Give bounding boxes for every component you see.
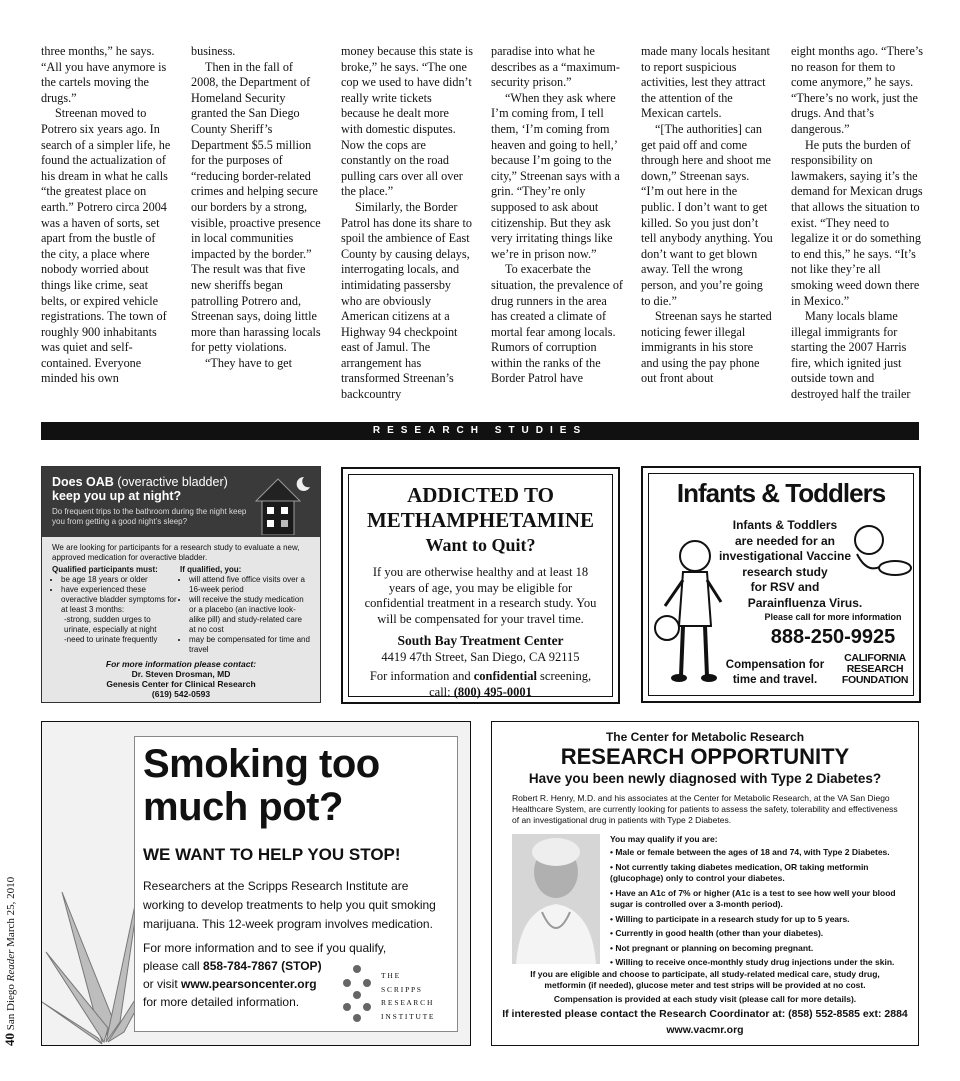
pot-title-2: much pot? (143, 785, 343, 829)
dia-item: Not pregnant or planning on becoming pregnant. (615, 942, 814, 953)
dia-may: You may qualify if you are: (610, 834, 718, 844)
logo-line: T H E (381, 971, 400, 980)
meth-info-c: screening, (540, 669, 592, 683)
scripps-logo-text (381, 969, 434, 1023)
infants-text (705, 518, 865, 611)
paragraph: To exacerbate the situation, the prevalence of drug runners in the area has created a climate of mortal fear among locals. Rumors of corruption within the ranks of the Border Patrol have (491, 262, 623, 386)
oab-headline (52, 475, 252, 503)
dia-headline: RESEARCH OPPORTUNITY (560, 744, 850, 769)
patient-photo (512, 834, 600, 964)
oab-contact (42, 659, 320, 699)
oab-qual-list (180, 565, 310, 655)
pot-content (134, 736, 458, 1032)
oab-contact-org: Genesis Center for Clinical Research (106, 679, 256, 689)
meth-frame (348, 474, 613, 697)
dia-items (610, 847, 910, 969)
diabetes-ad (491, 721, 919, 1046)
list-item: • Willing to receive once-monthly study drug injections under the skin. (610, 957, 895, 967)
infants-line: investigational Vaccine (718, 549, 852, 563)
paragraph: Many locals blame illegal immigrants for starting the 2007 Harris fire, which ignited just outside town and destroyed half the trailer (791, 309, 911, 402)
paragraph: eight months ago. “There’s no reason for them to come anymore,” he says. “There’s no work, just the drugs. And that’s dangerous.” (791, 44, 923, 136)
logo-line: I N S T I T U T E (381, 1011, 434, 1021)
pot-ad (41, 721, 471, 1046)
pot-more-line: or visit (143, 977, 178, 991)
house-moon-icon (250, 471, 316, 535)
list-item: • Not currently taking diabetes medication, OR taking metformin (glucophage) only to control your diabetes. (610, 861, 869, 883)
folio-pub-a: San Diego (5, 984, 17, 1031)
infants-comp (719, 658, 831, 688)
paragraph: Similarly, the Border Patrol has done its share to spoil the ambience of East County by causing delays, interrogating locals, and intimidating passersby who are obviously American citizens at a Highway 94 checkpoint east of Jamul. The arrangement has transformed Streenan’s backcountry (341, 199, 472, 402)
pot-title (143, 743, 380, 829)
infants-line: research study (742, 564, 828, 579)
oab-must-title: Qualified participants must: (52, 565, 158, 574)
dia-contact: If interested please contact the Research Coordinator at: (858) 552-8585 ext: 2884 (502, 1008, 908, 1020)
infants-frame (648, 473, 914, 696)
infants-ad (641, 466, 921, 703)
article-column-4 (491, 44, 623, 387)
meth-info-a: For information and (369, 669, 471, 683)
paragraph: Then in the fall of 2008, the Department of Homeland Security granted the San Diego County Sheriff’s Department $5.5 million for the purposes of “reducing border-related crimes and helping secure our borders by a strong, visible, proactive presence in local communities impacted by the border.” The result was that five new sheriffs began patrolling Potrero and, Streenan says, doing little more than harassing locals for petty violations. (191, 59, 321, 355)
pot-url: www.pearsoncenter.org (181, 977, 317, 991)
list-item: • Not pregnant or planning on becoming pregnant. (610, 942, 814, 953)
dia-item: Have an A1c of 7% or higher (A1c is a test to see how well your blood sugar is controlled over a 3-month period). (610, 887, 896, 909)
meth-title-3: Want to Quit? (425, 535, 536, 555)
dia-url: www.vacmr.org (666, 1024, 744, 1036)
infants-phone: 888-250-9925 (770, 626, 896, 648)
pot-more-line: for more detailed information. (143, 995, 300, 1009)
meth-ad (341, 467, 620, 704)
infants-line: for RSV and (750, 580, 820, 594)
list-item: -strong, sudden urges to urinate, especially at night (64, 615, 157, 634)
dia-intro: Robert R. Henry, M.D. and his associates at the Center for Metabolic Research, at the VA San Diego Healthcare System, are currently looking for patients to assess the safety, tolerability and effectiveness of an investigational drug in patients with Type 2 Diabetes. (512, 793, 898, 825)
paragraph: “[The authorities] can get paid off and come through here and shoot me down,” Streenan says. “I’m out here in the public. I don’t want to get killed. So you just don’t tell anybody anything. You don’t want to get blown away. Tell the wrong person, and you’re going to die.” (641, 121, 773, 308)
oab-headline-a: Does OAB (52, 475, 114, 489)
pot-help: WE WANT TO HELP YOU STOP! (143, 845, 401, 864)
paragraph: Streenan moved to Potrero six years ago. In search of a simpler life, he found the actualization of his dream in what he calls “the greatest place on earth.” Potrero circa 2004 was a haven of sorts, set apart from the bustle of the city, a place where nobody worried about things like crime, seat belts, or expired vehicle registrations. The town of roughly 900 inhabitants was quiet and self-contained. Everyone minded his own (41, 106, 171, 386)
article-column-6 (791, 44, 923, 403)
paragraph: money because this state is broke,” he says. “The one cop we used to have didn’t really write tickets because he dealt more with domestic disputes. Now the cops are constantly on the road pulling cars over all over the place.” (341, 44, 473, 199)
page-number: 40 (2, 1033, 17, 1046)
dia-item: Willing to receive once-monthly study drug injections under the skin. (615, 957, 895, 967)
logo-line: S C R I P P S (381, 984, 421, 994)
list-item: • may be compensated for time and travel (189, 635, 310, 655)
folio-date: March 25, 2010 (5, 876, 17, 947)
section-bar: RESEARCH STUDIES (41, 422, 919, 440)
dia-comp: Compensation is provided at each study visit (please call for more details). (553, 994, 857, 1004)
folio-pub-b: Reader (5, 949, 17, 982)
list-item: • Willing to participate in a research study for up to 5 years. (610, 913, 850, 924)
pot-more-line: please call (143, 959, 200, 973)
list-item: -need to urinate frequently (64, 635, 158, 644)
article-column-5 (641, 44, 773, 387)
paragraph: business. (191, 44, 236, 58)
meth-info-b: confidential (473, 669, 537, 683)
oab-must-list (52, 565, 177, 645)
oab-more: For more information please contact: (105, 659, 257, 669)
infants-call: Please call for more information (764, 612, 902, 622)
paragraph: three months,” he says. “All you have anymore is the cartels moving the drugs.” (41, 44, 167, 105)
list-item: • Male or female between the ages of 18 and 74, with Type 2 Diabetes. (610, 847, 890, 857)
paragraph: Streenan says he started noticing fewer illegal immigrants in his store and using the pay phone out front about (641, 309, 772, 386)
logo-line: CALIFORNIA (844, 652, 906, 664)
meth-phone: (800) 495-0001 (453, 684, 532, 699)
pot-more-line: For more information and to see if you qualify, (143, 941, 387, 955)
dia-question: Have you been newly diagnosed with Type 2 Diabetes? (528, 771, 882, 786)
pot-phone: 858-784-7867 (STOP) (203, 959, 322, 973)
oab-ad (41, 466, 321, 703)
infants-title: Infants & Toddlers (676, 478, 886, 508)
oab-intro: We are looking for participants for a research study to evaluate a new, approved medication for overactive bladder. (52, 543, 300, 562)
pot-body: Researchers at the Scripps Research Institute are working to develop treatments to help you quit smoking marijuana. This 12-week program involves medication. (143, 879, 436, 931)
paragraph: “When they ask where I’m coming from, I tell them, ‘I’m coming from heaven and going to hell,’ because I’m going to the city,” Streenan says with a grin. “They’re only supposed to ask about citizenship. But they ask very irritating things like we’re in prison now.” (491, 90, 620, 261)
oab-qual-title: If qualified, you: (180, 565, 242, 574)
oab-contact-name: Dr. Steven Drosman, MD (131, 669, 231, 679)
meth-body: If you are otherwise healthy and at least 18 years of age, you may be eligible for confidential treatment in a research study. You will be compensated for your travel time. (364, 565, 597, 626)
dia-item: Currently in good health (other than your diabetes). (615, 928, 824, 938)
infants-line: Infants & Toddlers (732, 518, 838, 532)
list-item: • Have an A1c of 7% or higher (A1c is a test to see how well your blood sugar is controlled over a 3-month period). (610, 887, 896, 909)
page-folio (2, 877, 18, 1046)
oab-phone: (619) 542-0593 (151, 689, 211, 699)
meth-center: South Bay Treatment Center (397, 633, 564, 648)
article-column-3 (341, 44, 473, 403)
list-item: • will attend five office visits over a 16-week period (189, 575, 310, 595)
dia-center: The Center for Metabolic Research (605, 730, 805, 744)
oab-header (42, 467, 320, 537)
logo-line: FOUNDATION (841, 674, 909, 686)
dia-item: Willing to participate in a research study for up to 5 years. (615, 913, 850, 924)
list-item: • be age 18 years or older (61, 575, 177, 585)
scripps-logo-icon (339, 963, 375, 1023)
paragraph: made many locals hesitant to report suspicious activities, lest they attract the attention of the Mexican cartels. (641, 44, 770, 121)
oab-headline-b: (overactive bladder) (117, 475, 228, 489)
california-research-logo (835, 653, 915, 686)
oab-headline-c: keep you up at night? (52, 489, 182, 503)
meth-title-1: ADDICTED TO (407, 483, 554, 507)
list-item: • have experienced these overactive bladder symptoms for at least 3 months: (61, 585, 177, 615)
paragraph: paradise into what he describes as a “maximum-security prison.” (491, 44, 620, 90)
paragraph: He puts the burden of responsibility on lawmakers, saying it’s the demand for Mexican drugs that allows the situation to exist. “They need to legalize it or do something to end this,” he says. “It’s not like they’re all smoking weed down there in Mexico.” (791, 137, 923, 308)
meth-call: call: (429, 684, 451, 699)
meth-address: 4419 47th Street, San Diego, CA 92115 (381, 650, 580, 664)
infants-comp-line: time and travel. (732, 674, 818, 686)
list-item: • will receive the study medication or a placebo (an inactive look-alike pill) and study-related care at no cost (189, 595, 310, 635)
logo-line: RESEARCH (846, 663, 904, 675)
dia-item: Not currently taking diabetes medication, OR taking metformin (glucophage) only to control your diabetes. (610, 861, 869, 883)
meth-info (349, 669, 612, 700)
paragraph: “They have to get (205, 355, 292, 370)
article-column-2 (191, 44, 323, 371)
pot-title-1: Smoking too (143, 742, 380, 786)
dia-item: Male or female between the ages of 18 and 74, with Type 2 Diabetes. (615, 847, 890, 857)
infants-comp-line: Compensation for (725, 659, 825, 671)
logo-line: R E S E A R C H (381, 998, 433, 1007)
meth-title-2: METHAMPHETAMINE (366, 508, 595, 532)
oab-subhead: Do frequent trips to the bathroom during the night keep you from getting a good night’s sleep? (52, 507, 247, 526)
infants-line: Parainfluenza Virus. (747, 595, 863, 610)
infants-line: are needed for an (734, 533, 836, 548)
dia-eligible: If you are eligible and choose to participate, all study-related medical care, study drug, metformin (if needed), glucose meter and test strips will be provided at no cost. (530, 969, 880, 990)
list-item: • Currently in good health (other than your diabetes). (610, 928, 824, 938)
article-column-1 (41, 44, 173, 387)
